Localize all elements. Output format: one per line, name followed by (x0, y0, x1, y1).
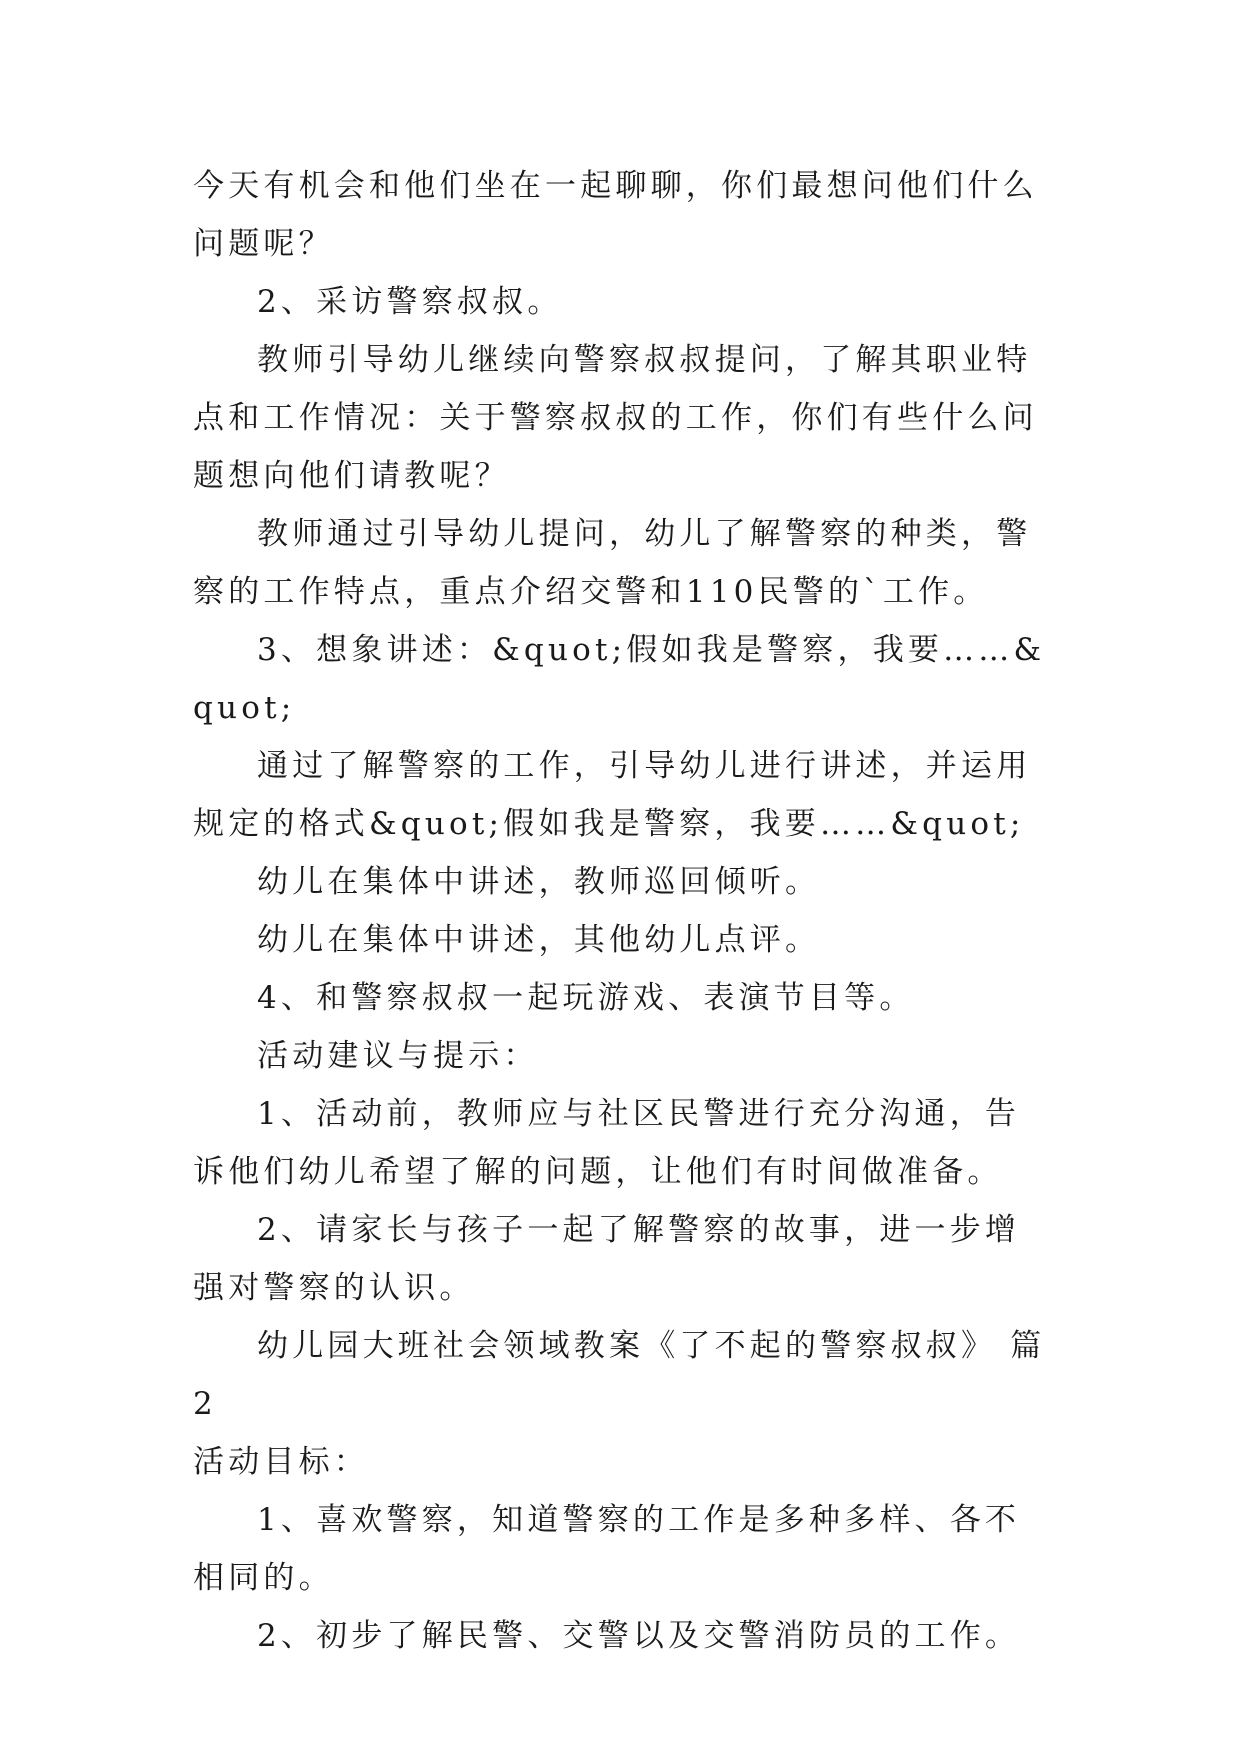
paragraph-suggestion-2: 2、请家长与孩子一起了解警察的故事，进一步增强对警察的认识。 (193, 1212, 1021, 1306)
paragraph-interview-heading: 2、采访警察叔叔。 (257, 284, 563, 320)
paragraph-intro-continued: 今天有机会和他们坐在一起聊聊，你们最想问他们什么问题呢？ (193, 168, 1038, 262)
paragraph-suggestion-1: 1、活动前，教师应与社区民警进行充分沟通，告诉他们幼儿希望了解的问题，让他们有时间做准备。 (193, 1096, 1021, 1190)
paragraph-police-types: 教师通过引导幼儿提问，幼儿了解警察的种类，警察的工作特点，重点介绍交警和110民警的`工作。 (193, 516, 1032, 610)
paragraph-objectives-heading: 活动目标： (193, 1444, 369, 1480)
document-body (193, 157, 1053, 1665)
paragraph-narration-format: 通过了解警察的工作，引导幼儿进行讲述，并运用规定的格式&quot;假如我是警察，我要……&quot; (193, 748, 1032, 842)
paragraph-teacher-guides: 教师引导幼儿继续向警察叔叔提问，了解其职业特点和工作情况：关于警察叔叔的工作，你们有些什么问题想向他们请教呢？ (193, 342, 1038, 494)
paragraph-imagine-heading: 3、想象讲述：&quot;假如我是警察，我要……&quot; (193, 632, 1046, 726)
paragraph-objective-2: 2、初步了解民警、交警以及交警消防员的工作。 (257, 1618, 1021, 1654)
paragraph-suggestions-heading: 活动建议与提示： (257, 1038, 539, 1074)
paragraph-games: 4、和警察叔叔一起玩游戏、表演节目等。 (257, 980, 915, 1016)
section-title-part-2: 幼儿园大班社会领域教案《了不起的警察叔叔》 篇2 (193, 1328, 1046, 1422)
paragraph-group-narration-2: 幼儿在集体中讲述，其他幼儿点评。 (257, 922, 821, 958)
paragraph-objective-1: 1、喜欢警察，知道警察的工作是多种多样、各不相同的。 (193, 1502, 1021, 1596)
paragraph-group-narration-1: 幼儿在集体中讲述，教师巡回倾听。 (257, 864, 821, 900)
